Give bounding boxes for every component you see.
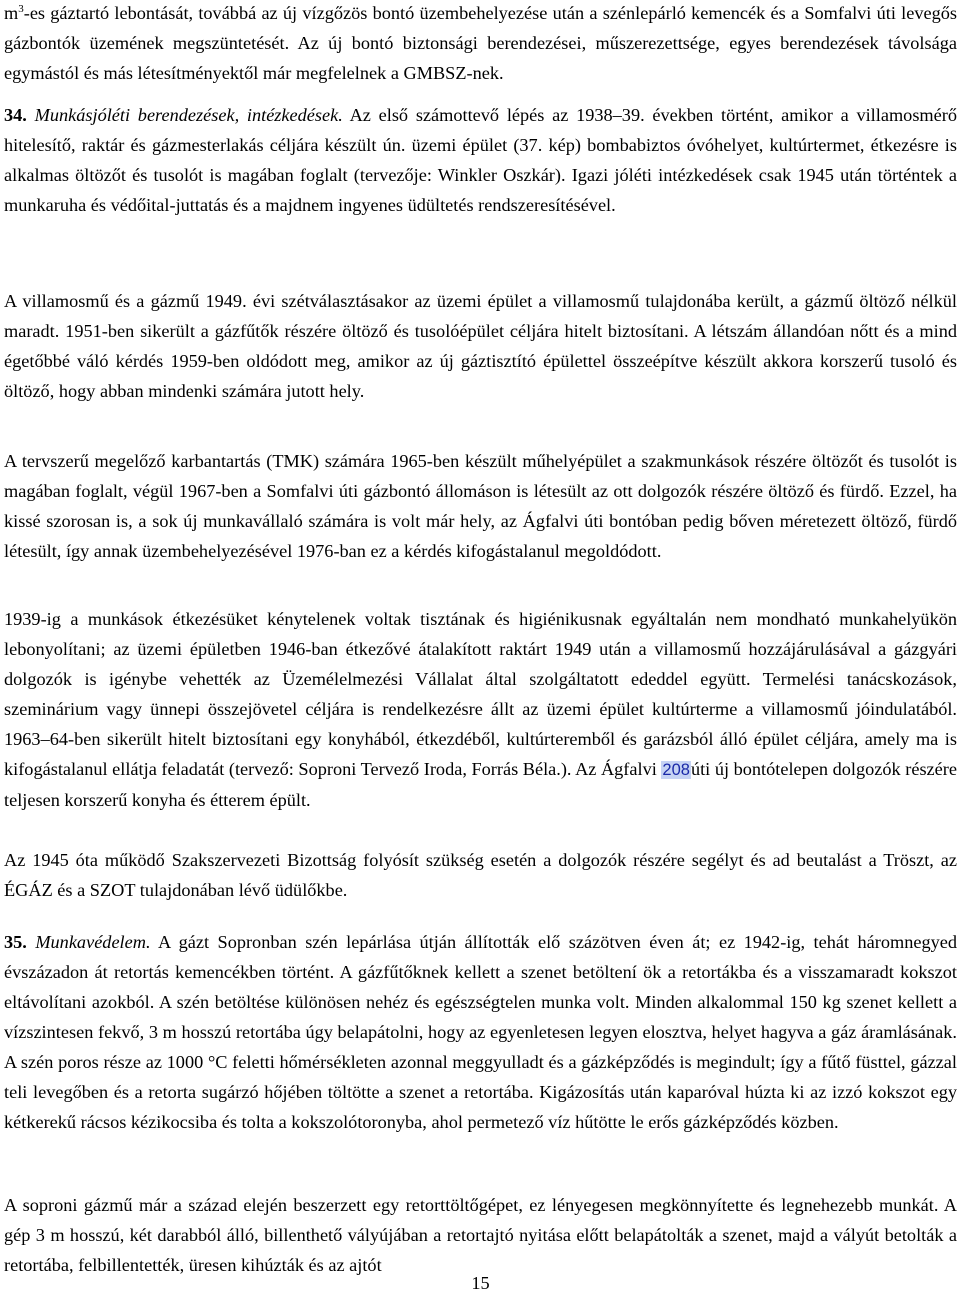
paragraph-tmk: A tervszerű megelőző karbantartás (TMK) számára 1965-ben készült műhelyépület a szakmunkások részére öltözőt és tusolót is magában foglalt, végül 1967-ben a Somfalvi úti gázbontó állomáson is létesült az ott dolgozók részére öltöző és fürdő. Ezzel, ha kissé szorosan is, a sok új munkavállaló számára is volt már hely, az Ágfalvi úti bontóban pedig bőven méretezett öltöző, fürdő létesült, így annak üzembehelyezésével 1976-ban ez a kérdés kifogástalanul megoldódott.: [4, 451, 957, 561]
section-body: Az első számottevő lépés az 1938–39. években történt, amikor a villamosmérő hitelesítő, raktár és gázmesterlakás céljára készült ún. üzemi épület (37. kép) bombabiztos óvóhelyet, kultúrtermet, étkezésre is alkalmas öltözőt és tusolót is magában foglalt (tervezője: Winkler Oszkár). Igazi jóléti intézkedések csak 1945 után történtek a munkaruha és védőital-juttatás és a majdnem ingyenes üdültetés rendszeresítésével.: [4, 105, 957, 215]
section-number: 35.: [4, 932, 27, 952]
section-34-paragraph: [4, 100, 957, 220]
page-number: 15: [471, 1273, 490, 1293]
paragraph-continuation: $m^3-es$ gáztartó lebontását, továbbá az új vízgőzös bontó üzembehelyezése után a szénlepárló kemencék és a Somfalvi úti levegős gázbontók üzemének megszüntetését. Az új bontó biztonsági berendezései, műszerezettsége, egyes berendezések távolsága egymástól és más létesítményektől már megfelelnek a GMBSZ-nek.: [4, 2, 957, 83]
paragraph-text: 1939-ig a munkások étkezésüket kénytelenek voltak tisztának és higiénikusnak egyáltalán nem mondható munkahelyükön lebonyolítani; az üzemi épületben 1946-ban étkezővé átalakított raktárt 1949 után a villamosmű hozzájárulásával a gázgyári dolgozók is igénybe vehették az Üzemélelmezési Vállalat által szolgáltatott ededdel együtt. Termelési tanácskozások, szeminárium vagy ünnepi összejövetel céljára is rendelkezésre állt az üzemi épület kultúrterme a villamosmű jóindulatából. 1963–64-ben sikerült hitelt biztosítani egy konyhából, étkezdéből, kultúrteremből és garázsból álló épület céljára, amely ma is kifogástalanul ellátja feladatát (tervező: Soproni Tervező Iroda, Forrás Béla.). Az Ágfalvi: [4, 609, 957, 779]
section-title: Munkásjóléti berendezések, intézkedések.: [34, 105, 343, 125]
paragraph-etkezes: [4, 604, 957, 815]
paragraph-text-end: úti új bontótelepen dolgozók részére teljesen korszerű konyha és étterem épült.: [4, 759, 957, 810]
paragraph-szakszervezet: Az 1945 óta működő Szakszervezeti Bizottság folyósít szükség esetén a dolgozók részére segélyt és ad beutalást a Tröszt, az ÉGÁZ és a SZOT tulajdonában lévő üdülőkbe.: [4, 850, 957, 900]
section-body: A gázt Sopronban szén lepárlása útján állították elő százötven éven át; ez 1942-ig, tehát háromnegyed évszázadon át retortás kemencékben történt. A gázfűtőknek kellett a szenet betöltení ök a retortákba és a visszamaradt kokszot eltávolítani azokból. A szén betöltése különösen nehéz és egészségtelen munka volt. Minden alkalommal 150 kg szenet kellett a vízszintesen fekvő, 3 m hosszú retortába úgy belapátolni, hogy az egyenletesen legyen elosztva, helyet hagyva a gáz áramlásának. A szén poros része az 1000 °C feletti hőmérsékleten azonnal meggyulladt és a gázképződés is megindult; így a fűtő füsttel, gázzal teli levegőben és a retorta sugárzó hőjében töltötte a szenet a retortába. Kigázosítás után kaparóval húzta ki az izzó kokszot egy kétkerekű rácsos kézikocsiba és tolta a kokszolótoronyba, ahol permetező víz hűtötte le erős gázképződés közben.: [4, 932, 957, 1132]
paragraph-retorttolto: A soproni gázmű már a század elején beszerzett egy retorttöltőgépet, ez lényegesen megkönnyítette és legnehezebb munkát. A gép 3 m hosszú, két darabból álló, billenthető vályújában a retortajtó nyitása előtt belapátolták a szenet, majd a vályút betolták a retortába, felbillentették, üresen kihúzták és az ajtót: [4, 1195, 957, 1275]
section-title: Munkavédelem.: [35, 932, 151, 952]
paragraph-villamosmu: A villamosmű és a gázmű 1949. évi szétválasztásakor az üzemi épület a villamosmű tulajdonába került, a gázmű öltöző nélkül maradt. 1951-ben sikerült a gázfűtők részére öltöző és tusolóépület céljára hitelt biztosítani. A létszám állandóan nőtt és a mind égetőbbé váló kérdés 1959-ben oldódott meg, amikor az új gáztisztító épülettel összeépítve készült akkora korszerű tusoló és öltöző, hogy abban mindenki számára jutott hely.: [4, 291, 957, 401]
section-number: 34.: [4, 105, 27, 125]
page-reference-link[interactable]: 208: [662, 761, 690, 779]
section-35-paragraph: [4, 927, 957, 1137]
document-page: [4, 0, 957, 1299]
